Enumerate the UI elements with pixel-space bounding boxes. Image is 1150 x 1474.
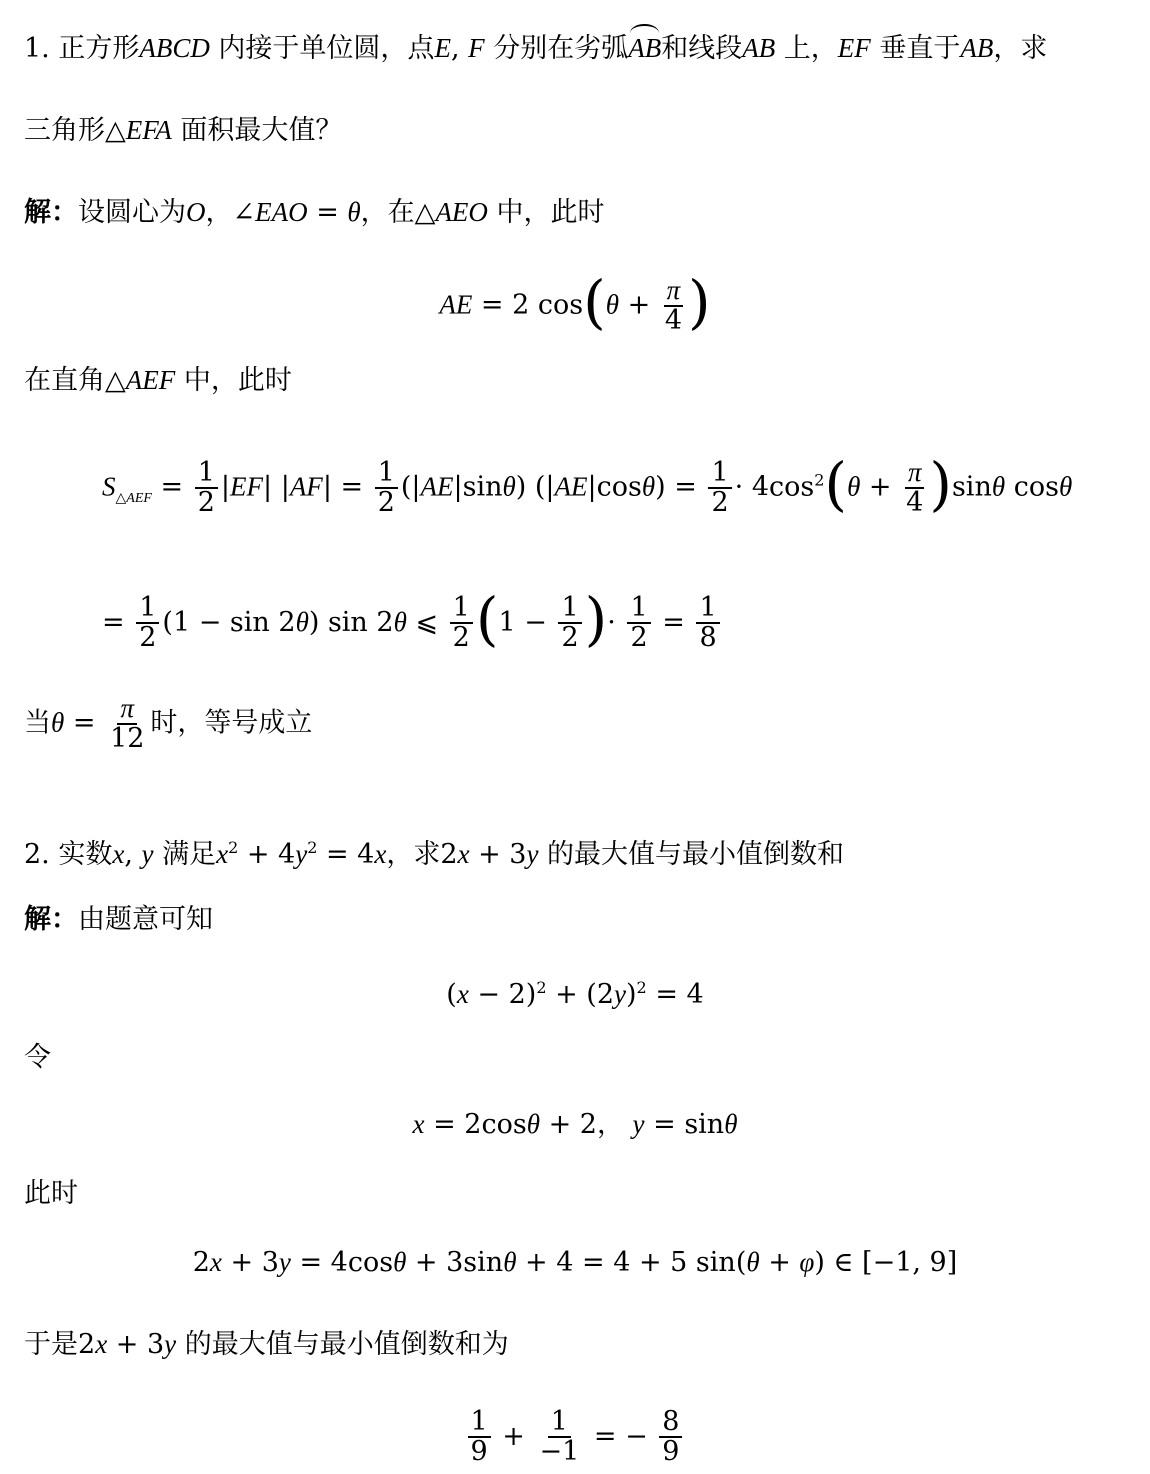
problem2-equation-param: x = 2cosθ + 2， y = sinθ <box>412 1109 738 1140</box>
problem2-solution-intro: 解：由题意可知 <box>24 904 213 935</box>
problem1-statement-line1: 1. 正方形ABCD 内接于单位圆，点E, F 分别在劣弧AB和线段AB 上，EF 垂直于AB，求 <box>24 30 1047 67</box>
problem1-equation-area: $S_{\triangle AEF}$ = $\frac{1}{2}$ |EF| |AF| = $\frac{1}{2}$ (|AE|sinθ) (|AE|cosθ) = $\frac{1}{2}$ · $4\cos^2(\theta$ + $\frac{\pi}{4}$ )sinθ cosθ <box>102 449 1073 519</box>
problem1-equation-bound: = $\frac{1}{2}$ (1 − sin 2θ) sin 2θ ⩽ $\frac{1}{2}$ (1 − $\frac{1}{2}$ )· $\frac{1}{2}$ = $\frac{1}{8}$ <box>102 594 723 653</box>
problem2-let: 令 <box>24 1042 51 1073</box>
problem1-intro2: 在直角△AEF 中，此时 <box>24 365 292 396</box>
problem1-equation-ae: AE = 2 cos(θ + $\frac{\pi}{4}$ ) <box>439 267 711 337</box>
problem2-conclusion: 于是2x + 3y 的最大值与最小值倒数和为 <box>24 1329 509 1360</box>
problem2-statement: 2. 实数x, y 满足$x^2 + 4y^2 = 4x$，求2x + 3y 的最大值与最小值倒数和 <box>24 838 845 870</box>
problem2-equation-range: 2x + 3y = 4cosθ + 3sinθ + 4 = 4 + 5 sin(θ + φ) ∈ [−1, 9] <box>192 1247 958 1278</box>
problem2-then: 此时 <box>24 1178 78 1209</box>
problem2-equation-circle: $(x - 2)^2 + (2y)^2 = 4$ <box>446 978 704 1010</box>
problem1-statement-line2: 三角形△EFA 面积最大值？ <box>24 115 343 146</box>
problem1-solution-intro: 解：设圆心为O，∠EAO = θ，在△AEO 中，此时 <box>24 197 605 228</box>
problem1-conclusion: 当θ = $\frac{\pi}{12}$ 时，等号成立 <box>24 693 313 755</box>
problem2-equation-result: $\frac{1}{9}$ + $\frac{1}{-1}$ = − $\frac{8}{9}$ <box>0 1408 1150 1467</box>
